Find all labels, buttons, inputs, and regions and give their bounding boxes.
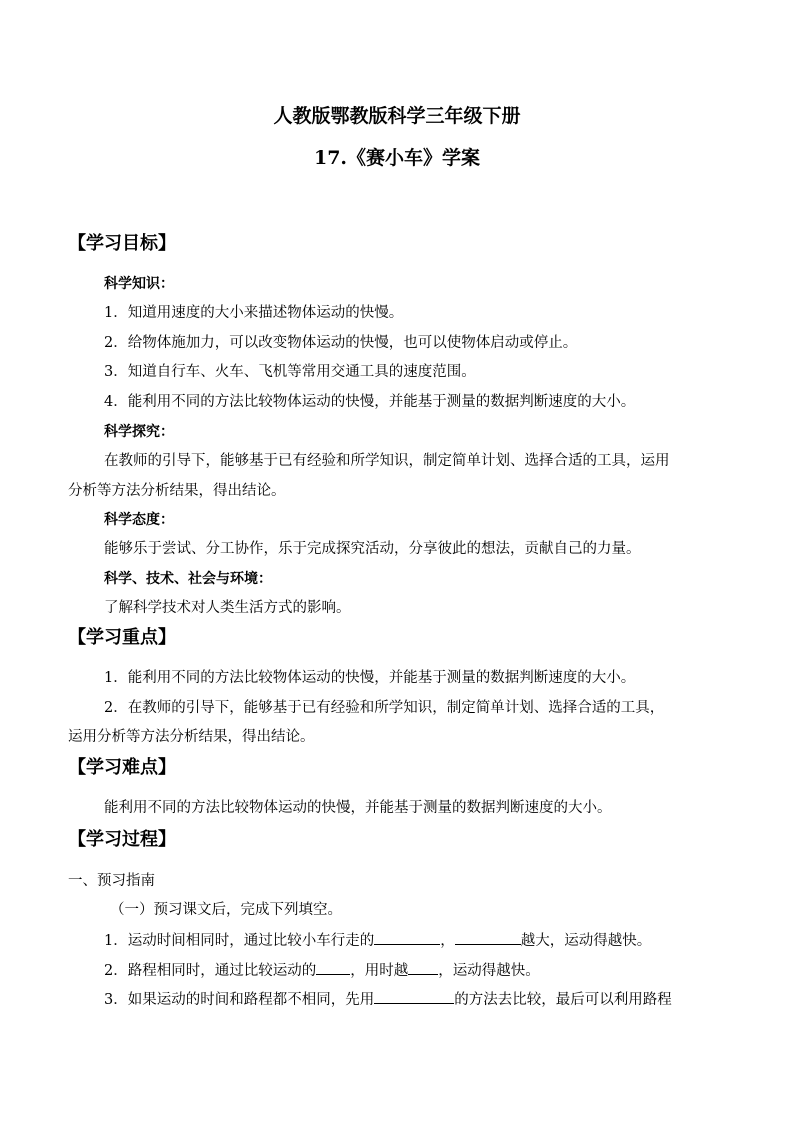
question-2-part-a: 2．路程相同时，通过比较运动的	[104, 963, 317, 979]
question-3	[104, 989, 672, 1010]
section-preview-guide: 一、预习指南	[68, 873, 155, 889]
question-2-part-c: ，运动得越快。	[438, 963, 540, 979]
blank-2a[interactable]	[316, 960, 350, 975]
question-1-part-c: 越大，运动得越快。	[520, 933, 652, 949]
heading-learning-process: 【学习过程】	[68, 829, 176, 850]
sts-text: 了解科学技术对人类生活方式的影响。	[104, 600, 351, 616]
label-science-attitude: 科学态度：	[104, 512, 174, 528]
blank-1a[interactable]	[374, 930, 440, 945]
question-2-part-b: ，用时越	[350, 963, 409, 979]
focus-item-2-line-1: 2．在教师的引导下，能够基于已有经验和所学知识，制定简单计划、选择合适的工具，	[104, 700, 665, 716]
inquiry-text-line-2: 分析等方法分析结果，得出结论。	[68, 483, 286, 499]
label-science-knowledge: 科学知识：	[104, 276, 174, 292]
heading-learning-goals: 【学习目标】	[68, 233, 176, 254]
difficulty-text: 能利用不同的方法比较物体运动的快慢，并能基于测量的数据判断速度的大小。	[104, 800, 612, 816]
question-3-part-a: 3．如果运动的时间和路程都不相同，先用	[104, 992, 375, 1008]
blank-2b[interactable]	[408, 960, 438, 975]
blank-1b[interactable]	[455, 930, 521, 945]
question-1-part-b: ，	[440, 933, 455, 949]
document-subtitle: 17.《赛小车》学案	[313, 147, 481, 169]
question-1-part-a: 1．运动时间相同时，通过比较小车行走的	[104, 933, 375, 949]
label-sts: 科学、技术、社会与环境：	[104, 571, 272, 587]
focus-item-2-line-2: 运用分析等方法分析结果，得出结论。	[68, 729, 315, 745]
heading-learning-difficulty: 【学习难点】	[68, 757, 176, 778]
label-science-inquiry: 科学探究：	[104, 424, 174, 440]
blank-3a[interactable]	[374, 989, 454, 1004]
knowledge-item-1: 1．知道用速度的大小来描述物体运动的快慢。	[104, 305, 404, 321]
knowledge-item-4: 4．能利用不同的方法比较物体运动的快慢，并能基于测量的数据判断速度的大小。	[104, 394, 636, 410]
subsection-fill-blanks: （一）预习课文后，完成下列填空。	[110, 902, 342, 918]
question-2	[104, 960, 540, 981]
question-3-part-b: 的方法去比较，最后可以利用路程	[454, 992, 672, 1008]
document-title: 人教版鄂教版科学三年级下册	[273, 105, 521, 127]
inquiry-text-line-1: 在教师的引导下，能够基于已有经验和所学知识，制定简单计划、选择合适的工具，运用	[104, 453, 670, 469]
question-1	[104, 930, 651, 951]
attitude-text: 能够乐于尝试、分工协作，乐于完成探究活动，分享彼此的想法，贡献自己的力量。	[104, 541, 641, 557]
knowledge-item-3: 3．知道自行车、火车、飞机等常用交通工具的速度范围。	[104, 364, 476, 380]
heading-learning-focus: 【学习重点】	[68, 627, 176, 648]
knowledge-item-2: 2．给物体施加力，可以改变物体运动的快慢，也可以使物体启动或停止。	[104, 335, 578, 351]
focus-item-1: 1．能利用不同的方法比较物体运动的快慢，并能基于测量的数据判断速度的大小。	[104, 670, 636, 686]
